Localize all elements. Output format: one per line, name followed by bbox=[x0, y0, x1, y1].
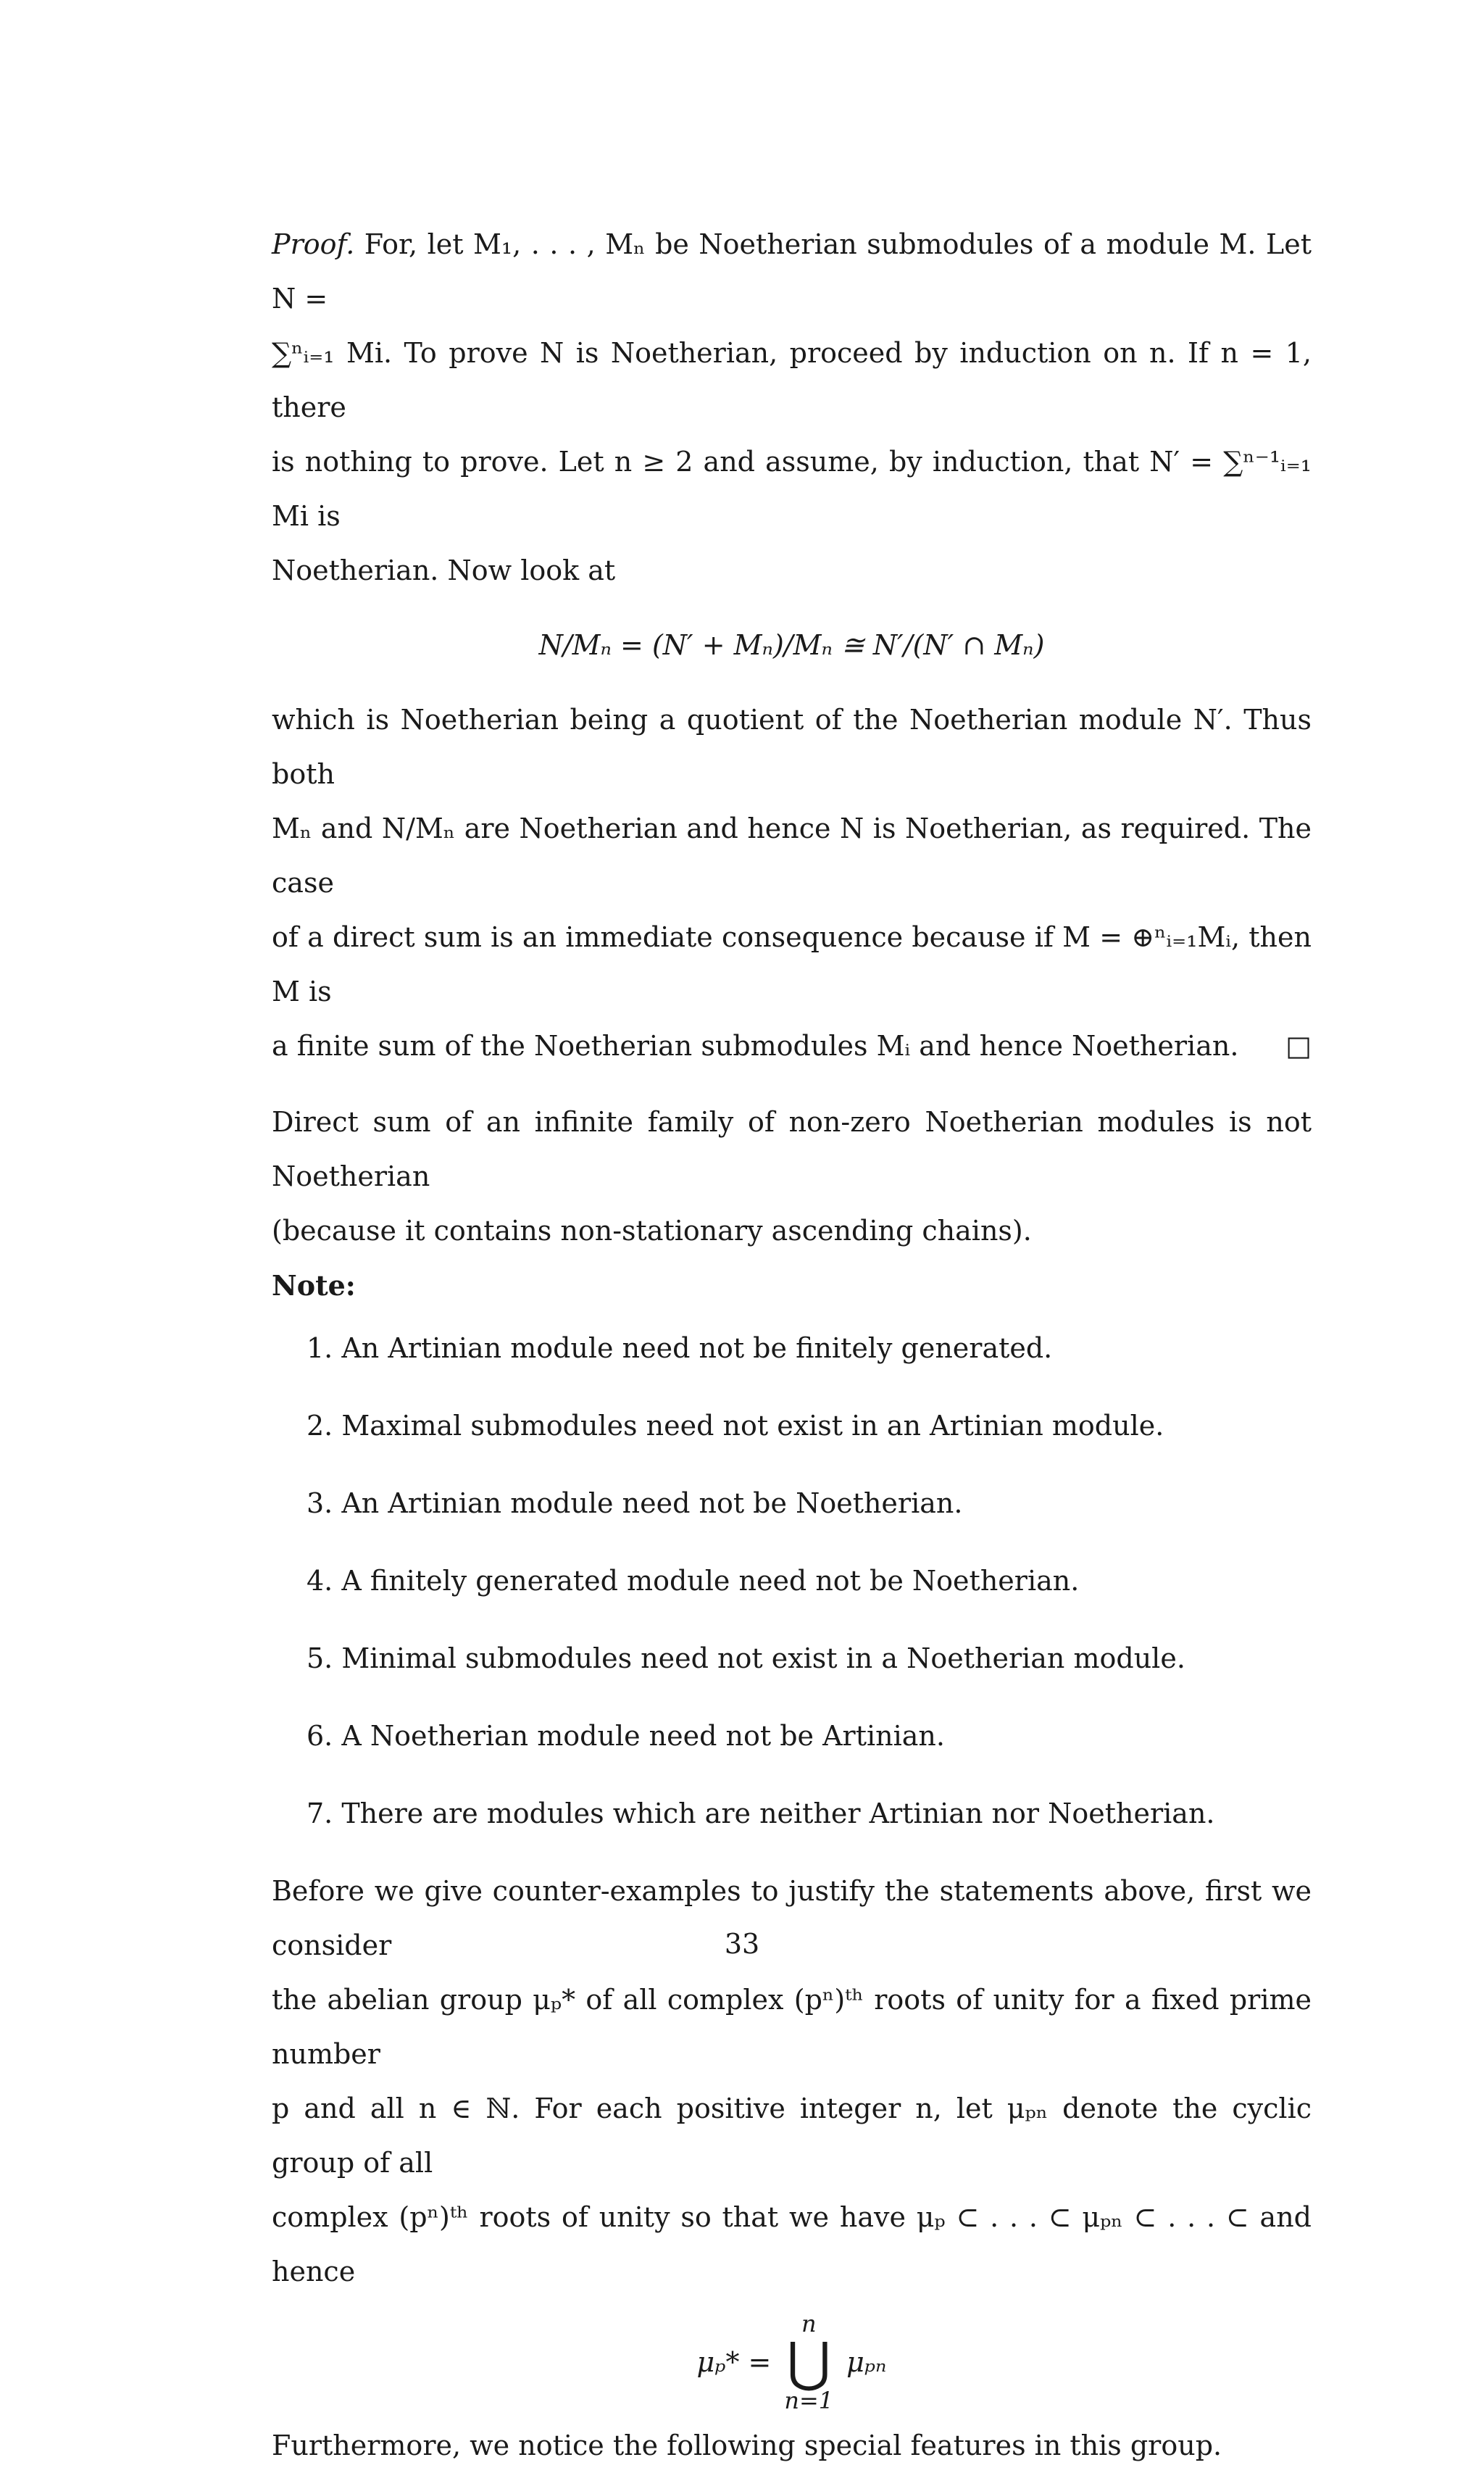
proof-line-3: is nothing to prove. Let n ≥ 2 and assume, by induction, that N′ = ∑ⁿ⁻¹ᵢ₌₁ Mi is bbox=[272, 446, 1312, 532]
union-equation bbox=[272, 2299, 1312, 2419]
proof-cont-line-2: Mₙ and N/Mₙ are Noetherian and hence N is Noetherian, as required. The case bbox=[272, 812, 1312, 899]
page-number: 33 bbox=[724, 1928, 760, 1960]
note-list bbox=[272, 1321, 1312, 1841]
direct-sum-paragraph bbox=[272, 1095, 1312, 1258]
before-line-2: the abelian group μₚ* of all complex (pⁿ)ᵗʰ roots of unity for a fixed prime number bbox=[272, 1984, 1312, 2070]
proof-cont-line-3: of a direct sum is an immediate consequence because if M = ⊕ⁿᵢ₌₁Mᵢ, then M is bbox=[272, 921, 1312, 1007]
list-item: 3. An Artinian module need not be Noetherian. bbox=[307, 1487, 963, 1519]
furthermore-paragraph: Furthermore, we notice the following special features in this group. bbox=[272, 2430, 1222, 2461]
list-item: 6. A Noetherian module need not be Artinian. bbox=[307, 1720, 945, 1752]
before-line-3: p and all n ∈ ℕ. For each positive integer n, let μₚₙ denote the cyclic group of all bbox=[272, 2092, 1312, 2179]
list-item: 4. A finitely generated module need not be Noetherian. bbox=[307, 1565, 1080, 1597]
union-lower-limit: n=1 bbox=[784, 2387, 834, 2414]
quotient-equation: N/Mₙ = (N′ + Mₙ)/Mₙ ≅ N′/(N′ ∩ Mₙ) bbox=[538, 629, 1045, 661]
proof-cont-line-4: a finite sum of the Noetherian submodules Mᵢ and hence Noetherian. bbox=[272, 1030, 1239, 1062]
list-item: 1. An Artinian module need not be finitely generated. bbox=[307, 1332, 1053, 1364]
direct-sum-line-1: Direct sum of an infinite family of non-zero Noetherian modules is not Noetherian bbox=[272, 1106, 1312, 1192]
proof-cont-line-1: which is Noetherian being a quotient of the Noetherian module N′. Thus both bbox=[272, 704, 1312, 790]
proof-paragraph bbox=[272, 217, 1312, 598]
union-lhs: μₚ* = bbox=[696, 2345, 772, 2378]
direct-sum-line-2: (because it contains non-stationary ascending chains). bbox=[272, 1215, 1032, 1247]
proof-continuation bbox=[272, 693, 1312, 1073]
list-item: 5. Minimal submodules need not exist in a Noetherian module. bbox=[307, 1642, 1185, 1674]
qed-symbol: □ bbox=[1285, 1030, 1312, 1062]
list-item: 7. There are modules which are neither Artinian nor Noetherian. bbox=[307, 1797, 1215, 1829]
union-operator bbox=[784, 2312, 833, 2412]
proof-line-1: For, let M₁, . . . , Mₙ be Noetherian submodules of a module M. Let N = bbox=[272, 228, 1312, 315]
list-item: 2. Maximal submodules need not exist in an Artinian module. bbox=[307, 1410, 1164, 1442]
bigcup-symbol: ⋃ bbox=[786, 2331, 831, 2393]
union-rhs: μₚₙ bbox=[846, 2345, 887, 2378]
proof-line-4: Noetherian. Now look at bbox=[272, 554, 616, 586]
before-line-4: complex (pⁿ)ᵗʰ roots of unity so that we have μₚ ⊂ . . . ⊂ μₚₙ ⊂ . . . ⊂ and hence bbox=[272, 2201, 1312, 2287]
proof-line-2: ∑ⁿᵢ₌₁ Mi. To prove N is Noetherian, proceed by induction on n. If n = 1, there bbox=[272, 337, 1312, 423]
note-heading: Note: bbox=[272, 1269, 356, 1302]
union-upper-limit: n bbox=[801, 2310, 817, 2337]
proof-label: Proof. bbox=[272, 228, 355, 260]
page-content bbox=[272, 217, 1312, 2473]
before-line-1: Before we give counter-examples to justify the statements above, first we consider bbox=[272, 1875, 1312, 1961]
